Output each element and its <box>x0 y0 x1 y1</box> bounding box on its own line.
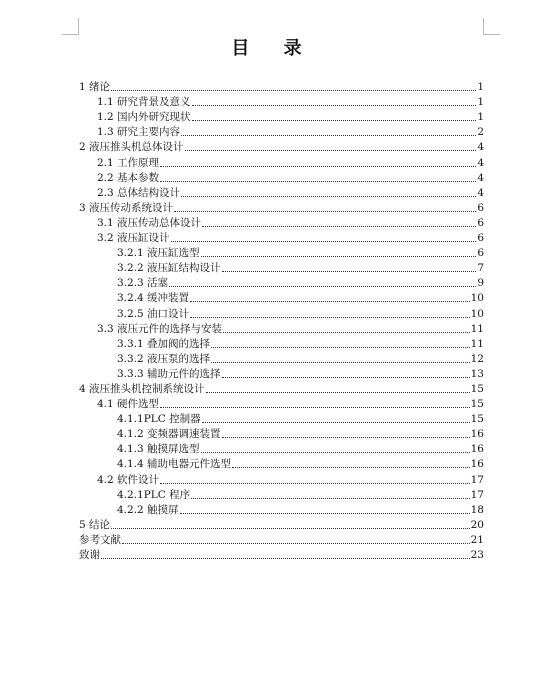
toc-entry-page-number: 4 <box>477 141 484 154</box>
toc-entry[interactable] <box>79 245 484 260</box>
toc-entry[interactable] <box>79 547 484 562</box>
toc-dot-leader <box>192 119 476 121</box>
toc-entry[interactable] <box>79 94 484 109</box>
toc-entry-page-number: 15 <box>470 382 484 395</box>
toc-dot-leader <box>174 210 476 212</box>
toc-dot-leader <box>180 512 470 514</box>
toc-entry-label: 4.1.2 变频器调速装置 <box>117 428 221 441</box>
toc-entry-page-number: 6 <box>477 232 484 245</box>
toc-entry[interactable] <box>79 336 484 351</box>
toc-entry[interactable] <box>79 321 484 336</box>
toc-entry[interactable] <box>79 411 484 426</box>
toc-entry-label: 4.2.1PLC 程序 <box>117 488 191 501</box>
toc-entry[interactable] <box>79 275 484 290</box>
toc-entry-label: 4 液压推头机控制系统设计 <box>79 382 205 395</box>
toc-entry-label: 1 绪论 <box>79 81 111 94</box>
toc-entry[interactable] <box>79 230 484 245</box>
toc-entry[interactable] <box>79 305 484 320</box>
toc-entry-label: 2.2 基本参数 <box>97 171 160 184</box>
toc-entry-label: 3.2.1 液压缸选型 <box>117 247 200 260</box>
toc-entry[interactable] <box>79 170 484 185</box>
toc-entry[interactable] <box>79 396 484 411</box>
toc-dot-leader <box>160 165 476 167</box>
toc-entry-label: 3.2.4 缓冲装置 <box>117 292 190 305</box>
toc-entry-label: 3.3.3 辅助元件的选择 <box>117 367 221 380</box>
toc-dot-leader <box>160 406 470 408</box>
page-title: 目 录 <box>231 38 316 59</box>
toc-entry[interactable] <box>79 351 484 366</box>
toc-entry-label: 3.1 液压传动总体设计 <box>97 216 202 229</box>
toc-entry-page-number: 17 <box>470 473 484 486</box>
toc-entry-page-number: 4 <box>477 171 484 184</box>
toc-entry-page-number: 17 <box>470 488 484 501</box>
toc-entry-label: 参考文献 <box>79 533 121 546</box>
toc-entry-page-number: 21 <box>470 533 484 546</box>
toc-entry-page-number: 12 <box>470 352 484 365</box>
toc-entry[interactable] <box>79 260 484 275</box>
toc-dot-leader <box>181 134 476 136</box>
toc-entry-label: 2.3 总体结构设计 <box>97 186 181 199</box>
toc-dot-leader <box>191 497 469 499</box>
toc-entry-label: 4.1.4 辅助电器元件选型 <box>117 458 232 471</box>
toc-entry[interactable] <box>79 139 484 154</box>
toc-dot-leader <box>222 376 470 378</box>
toc-dot-leader <box>101 557 470 559</box>
toc-entry[interactable] <box>79 124 484 139</box>
toc-entry-page-number: 9 <box>477 277 484 290</box>
toc-entry-page-number: 16 <box>470 458 484 471</box>
toc-entry-page-number: 15 <box>470 413 484 426</box>
toc-dot-leader <box>192 104 476 106</box>
toc-entry-page-number: 11 <box>470 322 484 335</box>
toc-entry[interactable] <box>79 79 484 94</box>
toc-entry-page-number: 23 <box>470 549 484 561</box>
toc-dot-leader <box>211 361 470 363</box>
toc-entry[interactable] <box>79 517 484 532</box>
toc-entry[interactable] <box>79 441 484 456</box>
toc-entry-label: 2.1 工作原理 <box>97 156 160 169</box>
toc-entry[interactable] <box>79 532 484 547</box>
toc-entry-page-number: 6 <box>477 247 484 260</box>
toc-entry-label: 1.2 国内外研究现状 <box>97 111 191 124</box>
toc-entry-page-number: 10 <box>470 307 484 320</box>
toc-dot-leader <box>190 316 470 318</box>
toc-dot-leader <box>223 331 470 333</box>
page-corner-mark-right <box>483 18 500 35</box>
toc-entry-page-number: 7 <box>477 262 484 275</box>
toc-entry[interactable] <box>79 366 484 381</box>
toc-dot-leader <box>201 255 476 257</box>
toc-entry-page-number: 6 <box>477 216 484 229</box>
toc-entry-label: 4.1.1PLC 控制器 <box>117 413 201 426</box>
toc-entry[interactable] <box>79 200 484 215</box>
toc-entry-label: 1.3 研究主要内容 <box>97 126 181 139</box>
toc-entry-label: 4.1.3 触摸屏选型 <box>117 443 200 456</box>
toc-entry-page-number: 16 <box>470 443 484 456</box>
toc-entry-page-number: 2 <box>477 126 484 139</box>
toc-entry-page-number: 13 <box>470 367 484 380</box>
toc-dot-leader <box>201 451 470 453</box>
toc-dot-leader <box>171 240 476 242</box>
toc-entry-label: 1.1 研究背景及意义 <box>97 96 191 109</box>
toc-entry-page-number: 4 <box>477 156 484 169</box>
table-of-contents <box>79 79 484 562</box>
toc-dot-leader <box>222 436 470 438</box>
toc-dot-leader <box>111 527 470 529</box>
toc-dot-leader <box>185 149 476 151</box>
toc-entry-page-number: 1 <box>477 96 484 109</box>
toc-dot-leader <box>122 542 470 544</box>
toc-entry-page-number: 16 <box>470 428 484 441</box>
toc-dot-leader <box>232 466 470 468</box>
toc-dot-leader <box>202 225 476 227</box>
toc-entry-label: 3.2.5 油口设计 <box>117 307 190 320</box>
toc-entry-page-number: 15 <box>470 398 484 411</box>
toc-dot-leader <box>169 285 476 287</box>
toc-dot-leader <box>202 421 470 423</box>
toc-entry-label: 4.2.2 触摸屏 <box>117 503 179 516</box>
toc-entry-label: 3.2.3 活塞 <box>117 277 169 290</box>
toc-entry-page-number: 1 <box>477 81 484 94</box>
toc-dot-leader <box>206 391 470 393</box>
toc-entry[interactable] <box>79 502 484 517</box>
toc-dot-leader <box>160 482 470 484</box>
toc-entry-label: 4.2 软件设计 <box>97 473 160 486</box>
toc-entry-page-number: 10 <box>470 292 484 305</box>
toc-entry[interactable] <box>79 154 484 169</box>
toc-entry[interactable] <box>79 487 484 502</box>
toc-entry-label: 致谢 <box>79 549 100 561</box>
toc-entry-label: 3.3.2 液压泵的选择 <box>117 352 211 365</box>
toc-entry-label: 3.3 液压元件的选择与安装 <box>97 322 223 335</box>
toc-entry[interactable] <box>79 426 484 441</box>
toc-entry-label: 2 液压推头机总体设计 <box>79 141 184 154</box>
toc-dot-leader <box>181 195 476 197</box>
toc-entry-page-number: 6 <box>477 201 484 214</box>
toc-entry-label: 3 液压传动系统设计 <box>79 201 174 214</box>
toc-entry[interactable] <box>79 471 484 486</box>
toc-entry[interactable] <box>79 109 484 124</box>
toc-dot-leader <box>211 346 470 348</box>
toc-entry-page-number: 11 <box>470 337 484 350</box>
toc-entry-page-number: 18 <box>470 503 484 516</box>
toc-entry-label: 3.2.2 液压缸结构设计 <box>117 262 221 275</box>
toc-entry-page-number: 1 <box>477 111 484 124</box>
toc-entry-page-number: 20 <box>470 518 484 531</box>
toc-entry[interactable] <box>79 456 484 471</box>
toc-entry[interactable] <box>79 290 484 305</box>
toc-entry-label: 3.3.1 叠加阀的选择 <box>117 337 211 350</box>
page-corner-mark-left <box>62 18 79 35</box>
toc-dot-leader <box>160 180 476 182</box>
toc-entry[interactable] <box>79 381 484 396</box>
toc-entry-label: 3.2 液压缸设计 <box>97 232 170 245</box>
toc-dot-leader <box>190 300 470 302</box>
toc-entry-label: 5 结论 <box>79 518 111 531</box>
toc-entry[interactable] <box>79 215 484 230</box>
toc-dot-leader <box>222 270 476 272</box>
toc-dot-leader <box>111 89 476 91</box>
toc-entry-page-number: 4 <box>477 186 484 199</box>
toc-entry-label: 4.1 硬件选型 <box>97 398 160 411</box>
toc-entry[interactable] <box>79 185 484 200</box>
